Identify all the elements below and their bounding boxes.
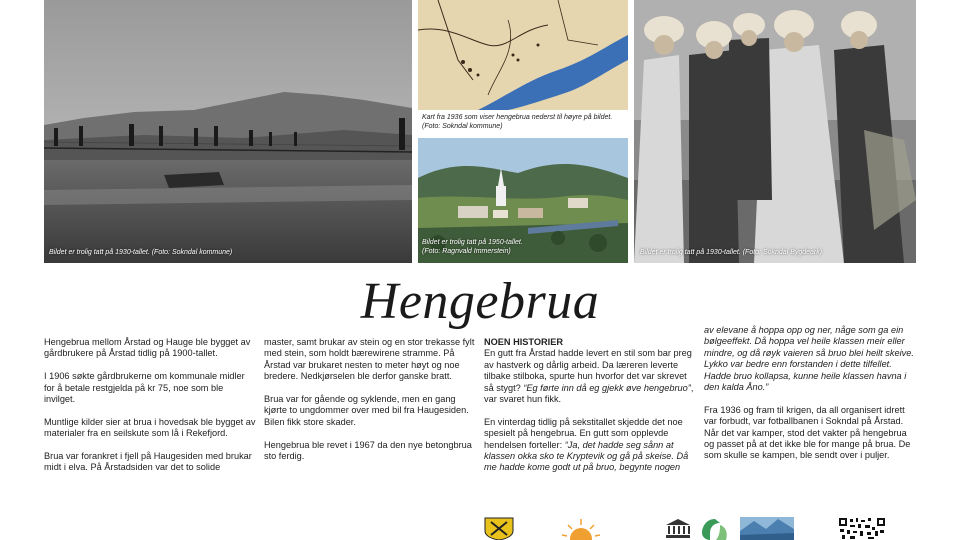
color-view-caption-line2: (Foto: Ragnvald Immerstein) (422, 248, 511, 255)
paragraph: Hengebrua ble revet i 1967 da den nye betongbrua sto ferdig. (264, 439, 472, 462)
paragraph: Brua var for gående og syklende, men en gang kjørte to ungdommer over med bil fra Haugesiden. Bilen fikk store skader. (264, 394, 469, 427)
paragraph: Muntlige kilder sier at brua i hovedsak ble bygget av materialer fra en seilskute som lå i Rekefjord. (44, 416, 256, 439)
geopark-logo (700, 517, 730, 540)
landscape-logo (740, 517, 794, 540)
text-column-1 (44, 337, 256, 474)
paragraph-text: , var svaret hun fikk. (484, 382, 694, 405)
qr-code-icon[interactable] (838, 517, 886, 540)
geopark-logo-icon (700, 517, 730, 540)
paragraph (484, 417, 698, 474)
paragraph: Hengebrua mellom Årstad og Hauge ble bygget av gårdbrukere på Årstad tidlig på 1900-tallet. (44, 337, 251, 359)
historic-map-icon (418, 0, 628, 110)
section-heading: NOEN HISTORIER (484, 337, 563, 347)
women-group-photo (634, 0, 916, 263)
unesco-logo-icon (664, 517, 692, 540)
color-view-caption-line1: Bildet er trolig tatt på 1950-tallet. (422, 239, 523, 246)
quote-text: av elevane å hoppa opp og ner, någe som ga ein bølgeeffekt. Då hoppa vel heile klassen meir eller mindre, og då røyk vaieren så bruo blei heilt skeive. Lykko var bedre enn forstanden i dette tilfellet. Hadde bruo kollapsa, kunne heile klassen havna i den kalda Åno.” (704, 325, 914, 393)
municipal-crest-logo (484, 517, 514, 540)
paragraph: I 1906 søkte gårdbrukerne om kommunale midler for å betale restgjelda på kr 75, noe som ble invilget. (44, 371, 245, 405)
municipal-crest-icon (484, 517, 514, 540)
unesco-logo (664, 517, 692, 540)
paragraph: Brua var forankret i fjell på Haugesiden med brukar midt i elva. På Årstadsiden var det to solide (44, 451, 252, 473)
landscape-logo-icon (740, 517, 794, 540)
paragraph-text: En gutt fra Årstad hadde levert en stil som bar preg av hastverk og dårlig arbeid. Da læreren leverte tilbake stilboka, spurte hun hvorfor det var skrevet så stygt? (484, 348, 692, 393)
paragraph: Fra 1936 og fram til krigen, da all organisert idrett var forbudt, var fotballbanen i Sokndal på Årstad. Når det var kamper, stod det vakter på hengebrua og passet på at det ikke ble for mange på brua. De som skulle se kampen, ble sendt over i puljer. (704, 404, 911, 461)
bridge-crowd-caption: Bildet er trolig tatt på 1930-tallet. (Foto: Sokndal kommune) (49, 249, 233, 256)
paragraph: master, samt brukar av stein og en stor trekasse fylt med stein, som holdt bærewirene stramme. På Årstad var brukaret nesten to meter høyt og noe bredere. Nedkjørselen ble derfor ganske bratt. (264, 337, 475, 382)
map-1936-caption: Kart fra 1936 som viser hengebrua nederst til høyre på bildet. (Foto: Sokndal kommune) (422, 114, 613, 130)
text-column-4 (704, 325, 918, 462)
paragraph (484, 348, 698, 405)
quote-text: “Eg førte inn då eg gjekk øve hengebruo” (523, 382, 691, 393)
women-group-photo-icon (634, 0, 916, 263)
paragraph (704, 325, 918, 393)
sun-logo (560, 517, 602, 540)
historic-bridge-photo-icon (44, 0, 412, 263)
text-column-2 (264, 337, 476, 462)
paragraph-text: En vinterdag tidlig på sekstitallet skjedde det noe spesielt på hengebrua. En gutt som opplevde hendelsen forteller: (484, 416, 683, 450)
quote-text: “Ja, det hadde seg sånn at klassen okka sko te Kryptevik og gå på skeise. Då me hadde kome godt ut på bruo, begynte nogen (484, 439, 689, 473)
women-group-caption: Bildet er trolig tatt på 1930-tallet. (Foto: Sokndal Bygdeark) (640, 249, 823, 256)
qr-code[interactable] (838, 517, 886, 540)
map-1936-photo (418, 0, 628, 110)
bridge-crowd-photo (44, 0, 412, 263)
page-title: Hengebrua (360, 273, 600, 330)
text-column-3 (484, 337, 698, 474)
sun-logo-icon (560, 517, 602, 540)
